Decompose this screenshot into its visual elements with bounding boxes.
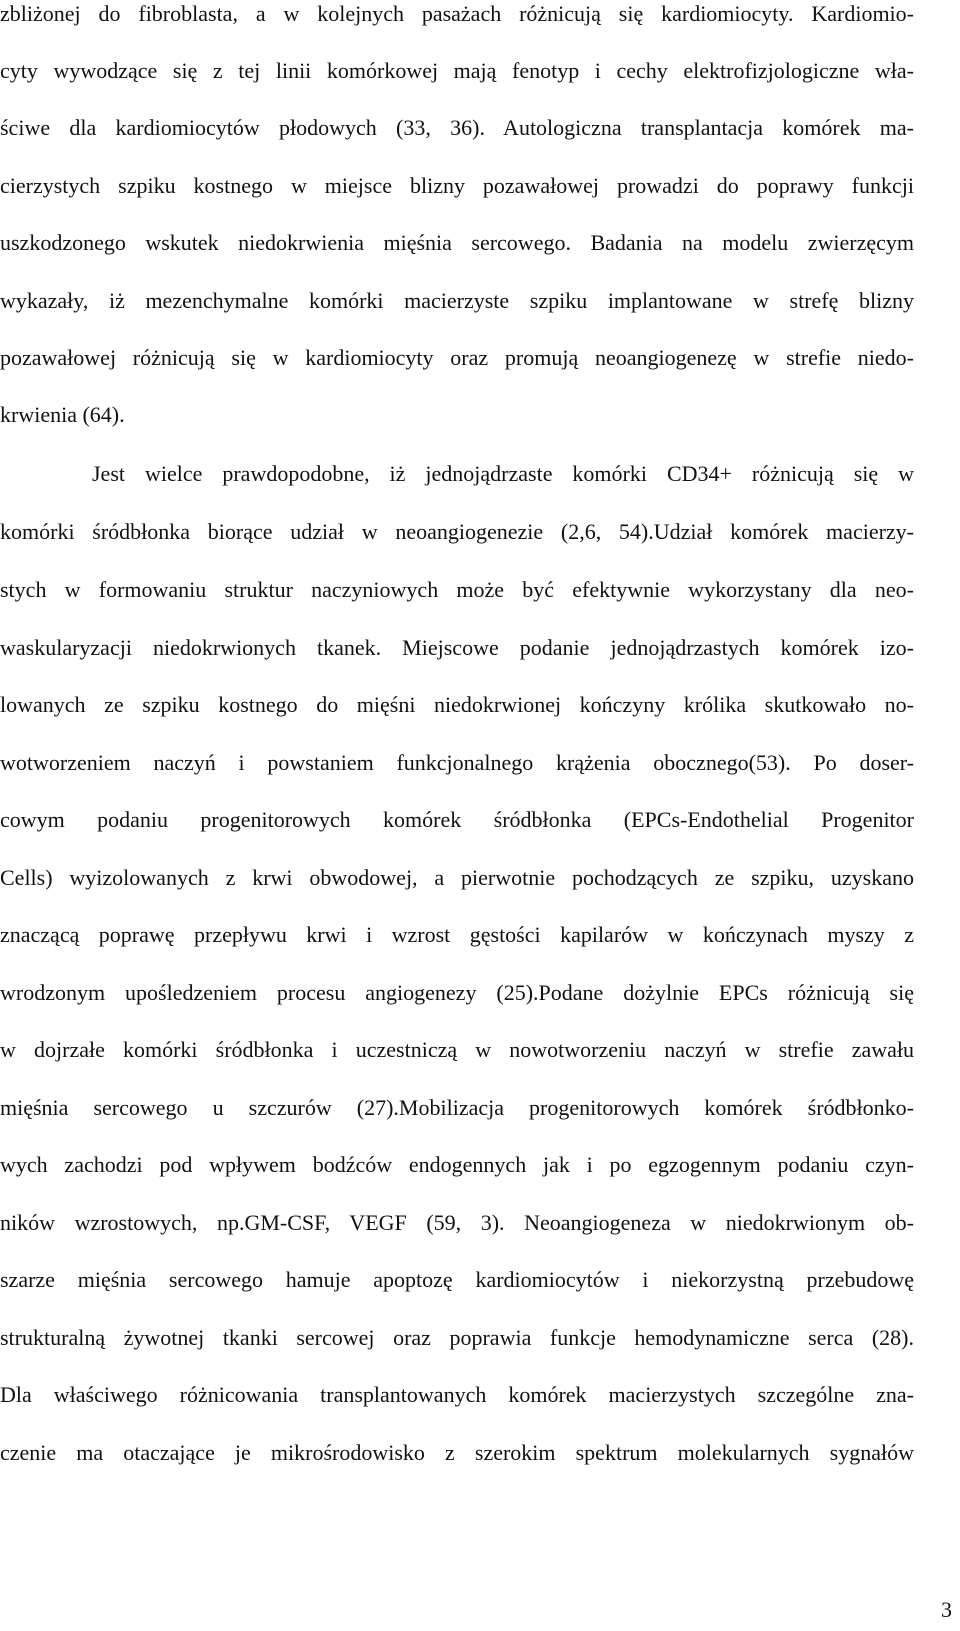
text-line: szarze mięśnia sercowego hamuje apoptozę kardiomiocytów i niekorzystną przebudowę — [0, 1267, 914, 1292]
text-line: w dojrzałe komórki śródbłonka i uczestniczą w nowotworzeniu naczyń w strefie zawału — [0, 1037, 914, 1062]
text-line: wych zachodzi pod wpływem bodźców endogennych jak i po egzogennym podaniu czyn- — [0, 1152, 914, 1177]
text-line: lowanych ze szpiku kostnego do mięśni niedokrwionej kończyny królika skutkowało no- — [0, 692, 914, 717]
text-line: komórki śródbłonka biorące udział w neoangiogenezie (2,6, 54).Udział komórek macierzy- — [0, 519, 914, 544]
text-line: wrodzonym upośledzeniem procesu angiogenezy (25).Podane dożylnie EPCs różnicują się — [0, 980, 914, 1005]
text-line: pozawałowej różnicują się w kardiomiocyty oraz promują neoangiogenezę w strefie niedo- — [0, 345, 914, 370]
page-number: 3 — [941, 1597, 952, 1622]
text-line: mięśnia sercowego u szczurów (27).Mobilizacja progenitorowych komórek śródbłonko- — [0, 1095, 914, 1120]
text-line: waskularyzacji niedokrwionych tkanek. Miejscowe podanie jednojądrzastych komórek izo- — [0, 635, 914, 660]
text-line: cyty wywodzące się z tej linii komórkowej mają fenotyp i cechy elektrofizjologiczne wła- — [0, 58, 914, 83]
text-line: uszkodzonego wskutek niedokrwienia mięśnia sercowego. Badania na modelu zwierzęcym — [0, 230, 914, 255]
text-line: znaczącą poprawę przepływu krwi i wzrost gęstości kapilarów w kończynach myszy z — [0, 922, 914, 947]
text-line: czenie ma otaczające je mikrośrodowisko z szerokim spektrum molekularnych sygnałów — [0, 1440, 914, 1465]
text-line: Cells) wyizolowanych z krwi obwodowej, a pierwotnie pochodzących ze szpiku, uzyskano — [0, 865, 914, 890]
text-line: zbliżonej do fibroblasta, a w kolejnych pasażach różnicują się kardiomiocyty. Kardiomio- — [0, 1, 914, 26]
text-line: cowym podaniu progenitorowych komórek śródbłonka (EPCs-Endothelial Progenitor — [0, 807, 914, 832]
text-line: cierzystych szpiku kostnego w miejsce blizny pozawałowej prowadzi do poprawy funkcji — [0, 173, 914, 198]
text-line: Jest wielce prawdopodobne, iż jednojądrzaste komórki CD34+ różnicują się w — [92, 461, 914, 486]
text-line: ściwe dla kardiomiocytów płodowych (33, 36). Autologiczna transplantacja komórek ma- — [0, 115, 914, 140]
text-line: stych w formowaniu struktur naczyniowych może być efektywnie wykorzystany dla neo- — [0, 577, 914, 602]
text-line: wotworzeniem naczyń i powstaniem funkcjonalnego krążenia obocznego(53). Po doser- — [0, 750, 914, 775]
text-line: krwienia (64). — [0, 402, 125, 427]
text-line: wykazały, iż mezenchymalne komórki macierzyste szpiku implantowane w strefę blizny — [0, 288, 914, 313]
text-line: strukturalną żywotnej tkanki sercowej oraz poprawia funkcje hemodynamiczne serca (28). — [0, 1325, 914, 1350]
text-line: Dla właściwego różnicowania transplantowanych komórek macierzystych szczególne zna- — [0, 1382, 914, 1407]
text-line: ników wzrostowych, np.GM-CSF, VEGF (59, 3). Neoangiogeneza w niedokrwionym ob- — [0, 1210, 914, 1235]
